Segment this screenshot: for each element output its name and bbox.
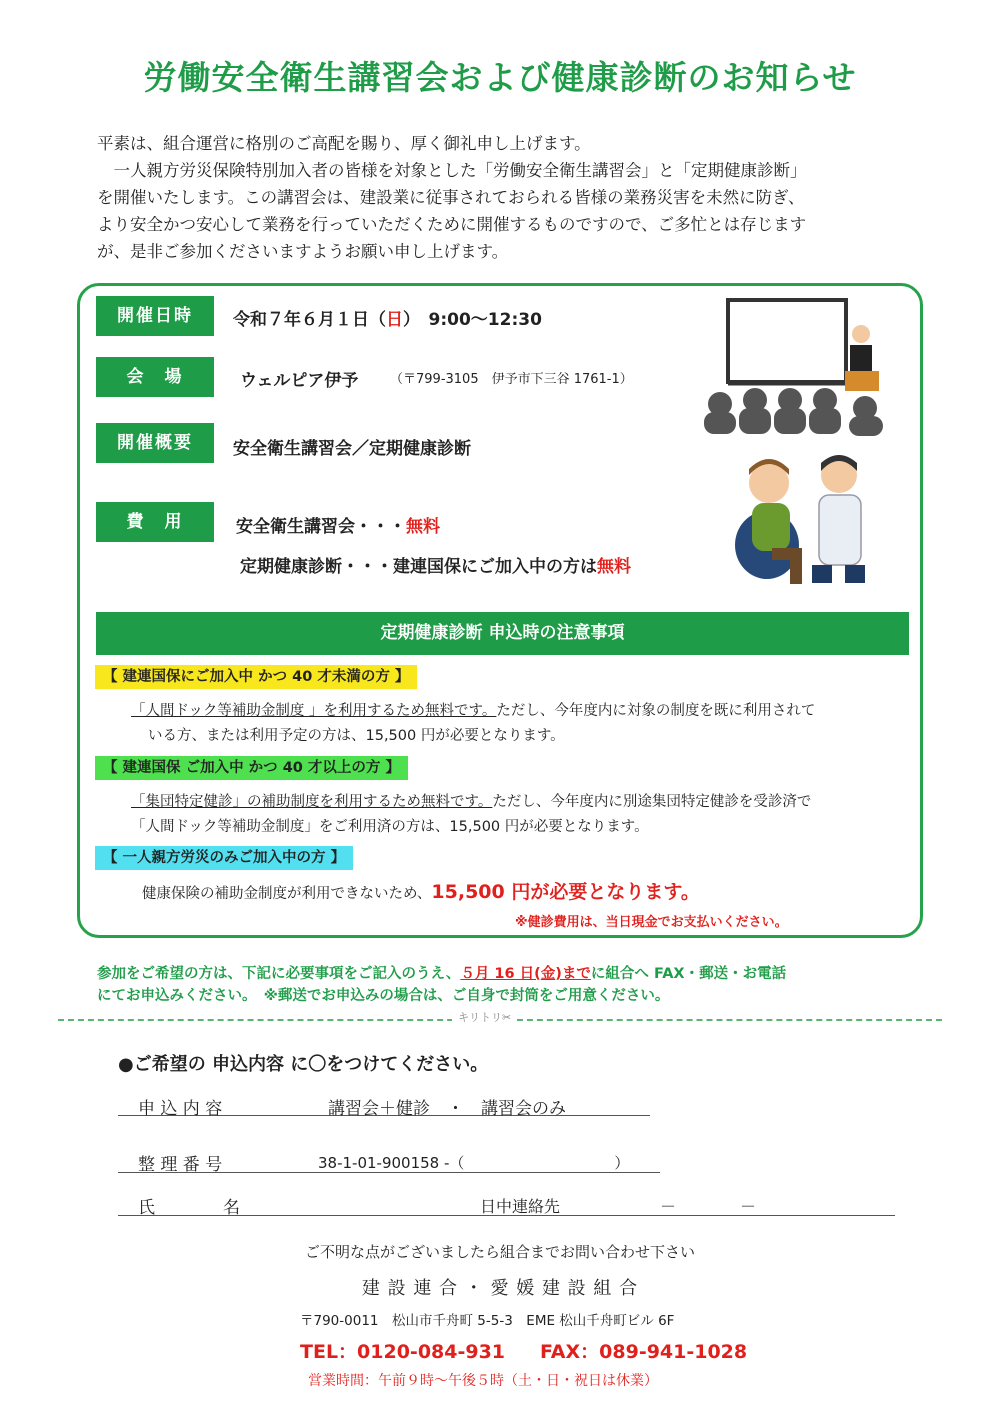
deadline-post: )まで bbox=[555, 966, 591, 982]
date-day: 日 bbox=[386, 310, 403, 330]
venue-address: （〒799-3105 伊予市下三谷 1761-1） bbox=[390, 372, 633, 387]
category-under-40-line2: いる方、または利用予定の方は、15,500 円が必要となります。 bbox=[148, 728, 565, 744]
category-over-40-text bbox=[131, 790, 811, 811]
category-under-40-rest: ただし、今年度内に対象の制度を既に利用されて bbox=[496, 703, 816, 719]
business-hours: 営業時間：午前９時～午後５時（土・日・祝日は休業） bbox=[308, 1373, 658, 1389]
category-rousai-fee: 15,500 円が必要となります。 bbox=[431, 881, 700, 903]
category-under-40-text bbox=[131, 699, 815, 720]
category-over-40: 【 建連国保 ご加入中 かつ 40 才以上の方 】 bbox=[95, 756, 408, 780]
checkup-illustration bbox=[727, 453, 877, 588]
audience bbox=[704, 388, 883, 436]
whiteboard bbox=[728, 300, 846, 382]
date-value bbox=[233, 305, 542, 330]
apply-content-label: 申 込 内 容 bbox=[138, 1099, 223, 1119]
organization-name: 建 設 連 合 ・ 愛 媛 建 設 組 合 bbox=[361, 1278, 639, 1299]
category-over-40-rest: ただし、今年度内に別途集団特定健診を受診済で bbox=[492, 794, 812, 810]
fee-label: 費 用 bbox=[96, 502, 214, 542]
intro-line: より安全かつ安心して業務を行っていただくために開催するものですので、ご多忙とは存じます bbox=[97, 215, 807, 234]
notes-banner: 定期健康診断 申込時の注意事項 bbox=[96, 612, 909, 655]
seminar-illustration bbox=[700, 296, 900, 436]
category-under-40-underlined: 「人間ドック等補助金制度 」を利用するため無料です。 bbox=[131, 703, 497, 719]
daytime-contact-field[interactable]: － － bbox=[660, 1197, 757, 1216]
fee-seminar-free: 無料 bbox=[406, 517, 440, 537]
cash-note: ※健診費用は、当日現金でお支払いください。 bbox=[515, 915, 788, 930]
apply-post: に組合へ FAX・郵送・お電話 bbox=[590, 966, 787, 982]
page-title: 労働安全衛生講習会および健康診断のお知らせ bbox=[143, 58, 857, 97]
apply-line2: にてお申込みください。 ※郵送でお申込みの場合は、ご自身で封筒をご用意ください。 bbox=[97, 988, 670, 1004]
category-under-40: 【 建連国保にご加入中 かつ 40 才未満の方 】 bbox=[95, 665, 417, 689]
apply-line1 bbox=[97, 962, 786, 983]
member-number-label: 整 理 番 号 bbox=[138, 1155, 223, 1175]
category-rousai-text bbox=[142, 877, 700, 904]
intro-text bbox=[97, 130, 907, 265]
inquiry-text: ご不明な点がございましたら組合までお問い合わせ下さい bbox=[304, 1243, 695, 1261]
date-value-pre: 令和７年６月１日（ bbox=[233, 310, 386, 330]
intro-line: 平素は、組合運営に格別のご高配を賜り、厚く御礼申し上げます。 bbox=[97, 134, 591, 153]
venue-name: ウェルピア伊予 bbox=[240, 371, 359, 391]
deadline-date: ５月 16 日( bbox=[460, 966, 541, 982]
apply-content-options[interactable]: 講習会＋健診 ・ 講習会のみ bbox=[328, 1099, 566, 1119]
fee-seminar-text: 安全衛生講習会・・・ bbox=[236, 517, 406, 537]
daytime-contact-label: 日中連絡先 bbox=[480, 1197, 561, 1216]
organization-address: 〒790-0011 松山市千舟町 5-5-3 EME 松山千舟町ビル 6F bbox=[300, 1313, 675, 1329]
intro-line: が、是非ご参加くださいますようお願い申し上げます。 bbox=[97, 242, 509, 261]
date-label: 開催日時 bbox=[96, 296, 214, 336]
teacher bbox=[852, 325, 870, 343]
fax-number[interactable]: FAX：089-941-1028 bbox=[540, 1341, 748, 1363]
category-rousai-only: 【 一人親方労災のみご加入中の方 】 bbox=[95, 846, 353, 870]
intro-line: 一人親方労災保険特別加入者の皆様を対象とした「労働安全衛生講習会」と「定期健康診断」 bbox=[97, 161, 807, 180]
summary-label: 開催概要 bbox=[96, 423, 214, 463]
fee-checkup-free: 無料 bbox=[597, 557, 631, 577]
fee-seminar bbox=[236, 512, 440, 537]
fee-checkup bbox=[240, 552, 631, 577]
date-value-post: ） 9:00～12:30 bbox=[403, 310, 542, 330]
category-rousai-plain: 健康保険の補助金制度が利用できないため、 bbox=[142, 886, 432, 902]
member-number-field[interactable]: 38-1-01-900158 -（ ） bbox=[318, 1154, 630, 1172]
tel-number[interactable]: TEL：0120-084-931 bbox=[300, 1341, 506, 1363]
summary-value: 安全衛生講習会／定期健康診断 bbox=[233, 439, 471, 459]
intro-line: を開催いたします。この講習会は、建設業に従事されておられる皆様の業務災害を未然に防ぎ、 bbox=[97, 188, 805, 207]
apply-pre: 参加をご希望の方は、下記に必要事項をご記入のうえ、 bbox=[97, 966, 461, 982]
category-over-40-underlined: 「集団特定健診」の補助制度を利用するため無料です。 bbox=[131, 794, 493, 810]
name-label: 氏 名 bbox=[138, 1198, 240, 1218]
category-over-40-line2: 「人間ドック等補助金制度」をご利用済の方は、15,500 円が必要となります。 bbox=[131, 819, 649, 835]
venue-label: 会 場 bbox=[96, 357, 214, 397]
form-heading: ●ご希望の 申込内容 に〇をつけてください。 bbox=[118, 1054, 489, 1075]
fee-checkup-text: 定期健康診断・・・建連国保にご加入中の方は bbox=[240, 557, 597, 577]
deadline-day: 金 bbox=[540, 966, 556, 982]
cut-label: キリトリ✂ bbox=[452, 1009, 517, 1025]
